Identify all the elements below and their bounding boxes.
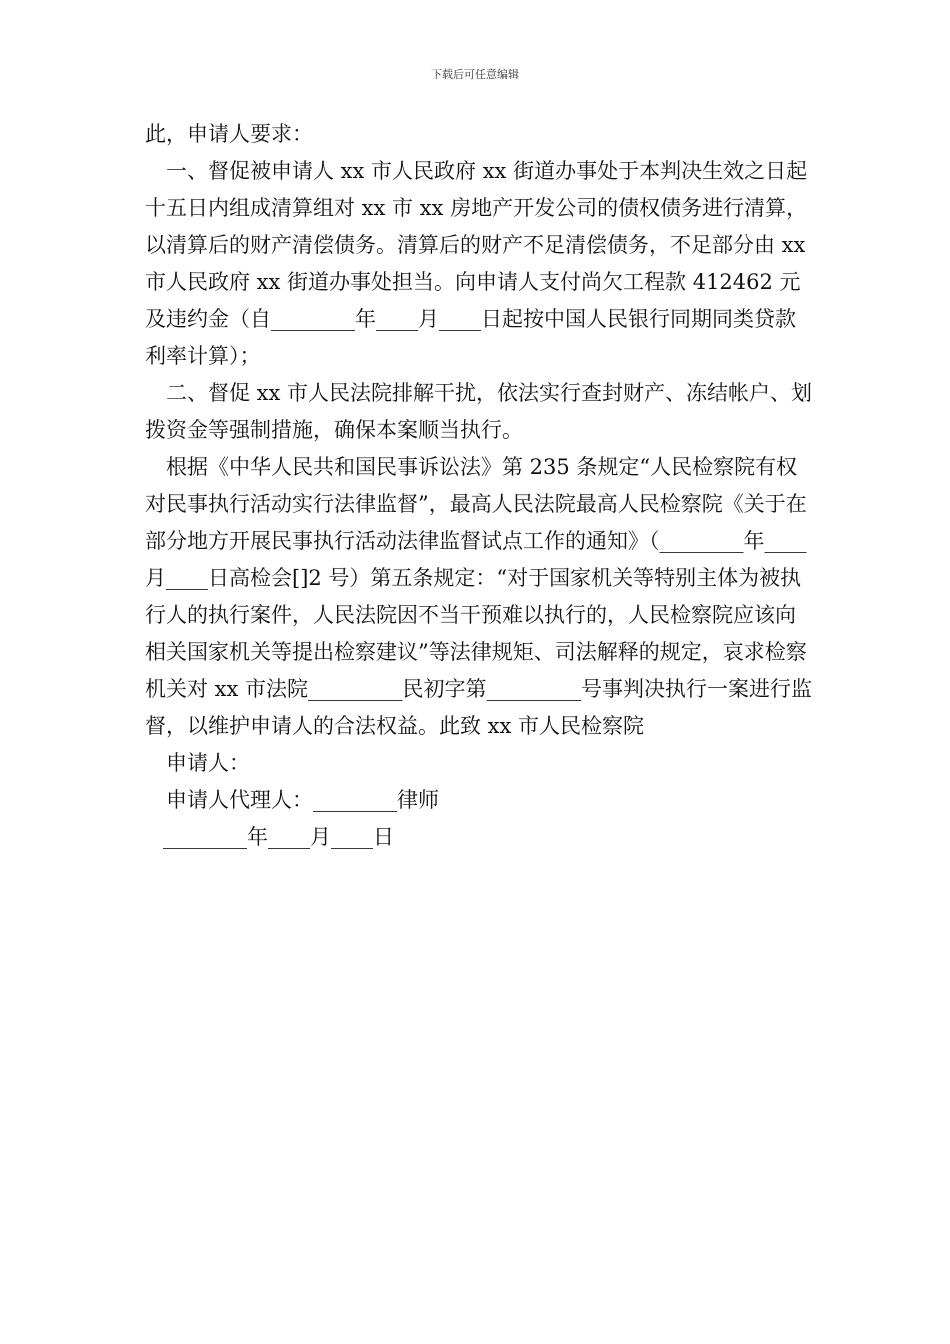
applicant-line: 申请人：: [166, 751, 250, 775]
document-body: [145, 116, 815, 856]
paragraph-legal-basis: 根据《中华人民共和国民事诉讼法》第 235 条规定“人民检察院有权对民事执行活动实行法律监督”，最高人民法院最高人民检察院《关于在部分地方开展民事执行活动法律监督试点工作的通知》（________年____月____日高检会[]2 号）第五条规定：“对于国家机关等特别主体为被执行人的执行案件，人民法院因不当干预难以执行的，人民检察院应该向相关国家机关等提出检察建议”等法律规矩、司法解释的规定，哀求检察机关对 xx 市法院_________民初字第_________号事判决执行一案进行监督，以维护申请人的合法权益。此致 xx 市人民检察院: [145, 455, 813, 738]
date-line: ________年____月____日: [163, 825, 394, 849]
paragraph-intro: 此，申请人要求：: [145, 122, 313, 146]
paragraph-request-two: 二、督促 xx 市人民法院排解干扰，依法实行查封财产、冻结帐户、划拨资金等强制措施，确保本案顺当执行。: [145, 381, 813, 442]
paragraph-request-one: 一、督促被申请人 xx 市人民政府 xx 街道办事处于本判决生效之日起十五日内组成清算组对 xx 市 xx 房地产开发公司的债权债务进行清算，以清算后的财产清偿债务。清算后的财产不足清偿债务，不足部分由 xx 市人民政府 xx 街道办事处担当。向申请人支付尚欠工程款 412462 元及违约金（自________年____月____日起按中国人民银行同期同类贷款利率计算）；: [145, 159, 808, 368]
agent-line: 申请人代理人：________律师: [166, 788, 439, 812]
page-header: 下载后可任意编辑: [431, 68, 519, 81]
